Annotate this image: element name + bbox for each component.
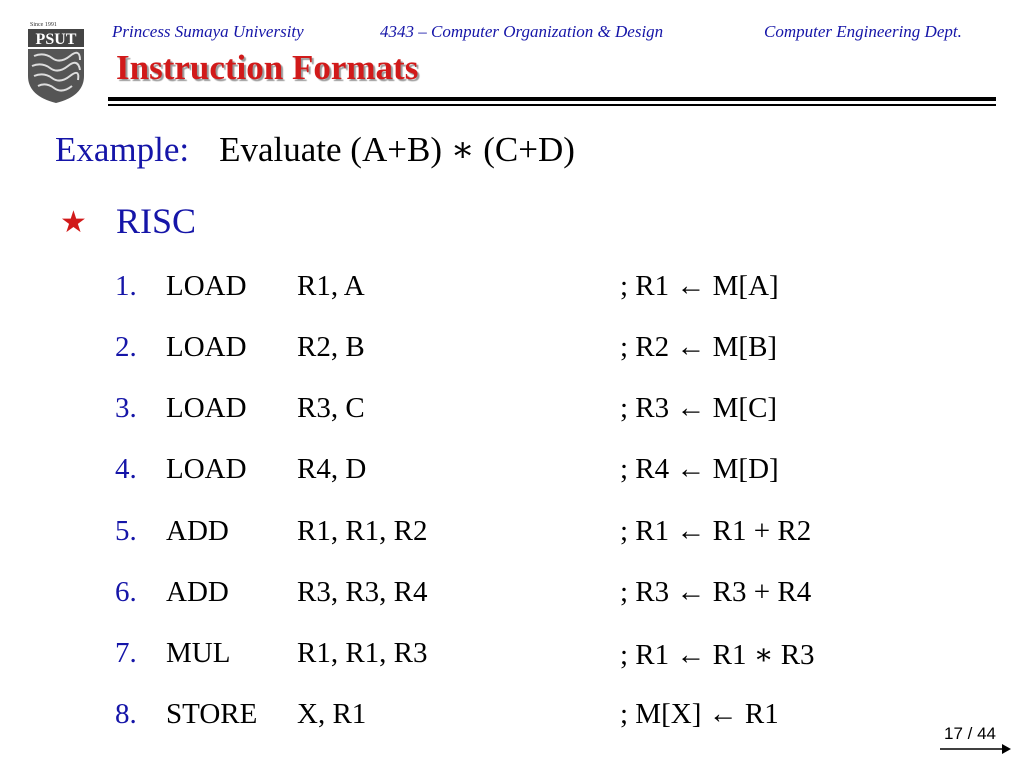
- header-department: Computer Engineering Dept.: [764, 22, 962, 41]
- instruction-number: 6.: [115, 576, 137, 608]
- instruction-opcode: LOAD: [166, 270, 247, 302]
- instruction-comment: ; R1 ← M[A]: [620, 270, 779, 302]
- instruction-opcode: STORE: [166, 698, 258, 730]
- instruction-number: 8.: [115, 698, 137, 730]
- instruction-comment: ; R3 ← M[C]: [620, 392, 778, 424]
- title-divider-thin: [108, 104, 996, 106]
- instruction-opcode: LOAD: [166, 331, 247, 363]
- instruction-opcode: MUL: [166, 637, 231, 669]
- instruction-operands: R1, R1, R2: [297, 515, 428, 547]
- instruction-opcode: ADD: [166, 576, 229, 608]
- instruction-comment: ; R1 ← R1 + R2: [620, 515, 812, 547]
- next-arrow-icon[interactable]: [940, 742, 1012, 756]
- example-text: Evaluate (A+B) ∗ (C+D): [219, 130, 575, 169]
- example-line: [55, 130, 575, 170]
- logo-since-text: Since 1991: [30, 22, 57, 28]
- instruction-operands: R1, A: [297, 270, 365, 302]
- title-divider: [108, 97, 996, 101]
- instruction-opcode: LOAD: [166, 453, 247, 485]
- instruction-comment: ; R4 ← M[D]: [620, 453, 779, 485]
- instruction-number: 3.: [115, 392, 137, 424]
- instruction-opcode: ADD: [166, 515, 229, 547]
- instruction-comment: ; M[X] ← R1: [620, 698, 779, 730]
- instruction-operands: X, R1: [297, 698, 367, 730]
- instruction-number: 7.: [115, 637, 137, 669]
- instruction-operands: R3, C: [297, 392, 365, 424]
- instruction-number: 5.: [115, 515, 137, 547]
- page-number: 17 / 44: [944, 724, 996, 743]
- instruction-number: 1.: [115, 270, 137, 302]
- instruction-operands: R4, D: [297, 453, 367, 485]
- instruction-opcode: LOAD: [166, 392, 247, 424]
- psut-logo: [26, 18, 86, 104]
- instruction-operands: R2, B: [297, 331, 365, 363]
- instruction-operands: R3, R3, R4: [297, 576, 428, 608]
- risc-heading: RISC: [116, 201, 197, 241]
- instruction-comment: ; R3 ← R3 + R4: [620, 576, 812, 608]
- header-university: Princess Sumaya University: [112, 22, 304, 41]
- slide-title: Instruction Formats: [116, 48, 419, 87]
- header-course: 4343 – Computer Organization & Design: [380, 22, 664, 41]
- instruction-number: 2.: [115, 331, 137, 363]
- instruction-comment: ; R2 ← M[B]: [620, 331, 778, 363]
- logo-text: PSUT: [35, 31, 77, 48]
- instruction-comment: ; R1 ← R1 ∗ R3: [620, 639, 815, 671]
- example-label: Example:: [55, 130, 190, 169]
- star-icon: ★: [60, 206, 87, 239]
- instruction-number: 4.: [115, 453, 137, 485]
- instruction-operands: R1, R1, R3: [297, 637, 428, 669]
